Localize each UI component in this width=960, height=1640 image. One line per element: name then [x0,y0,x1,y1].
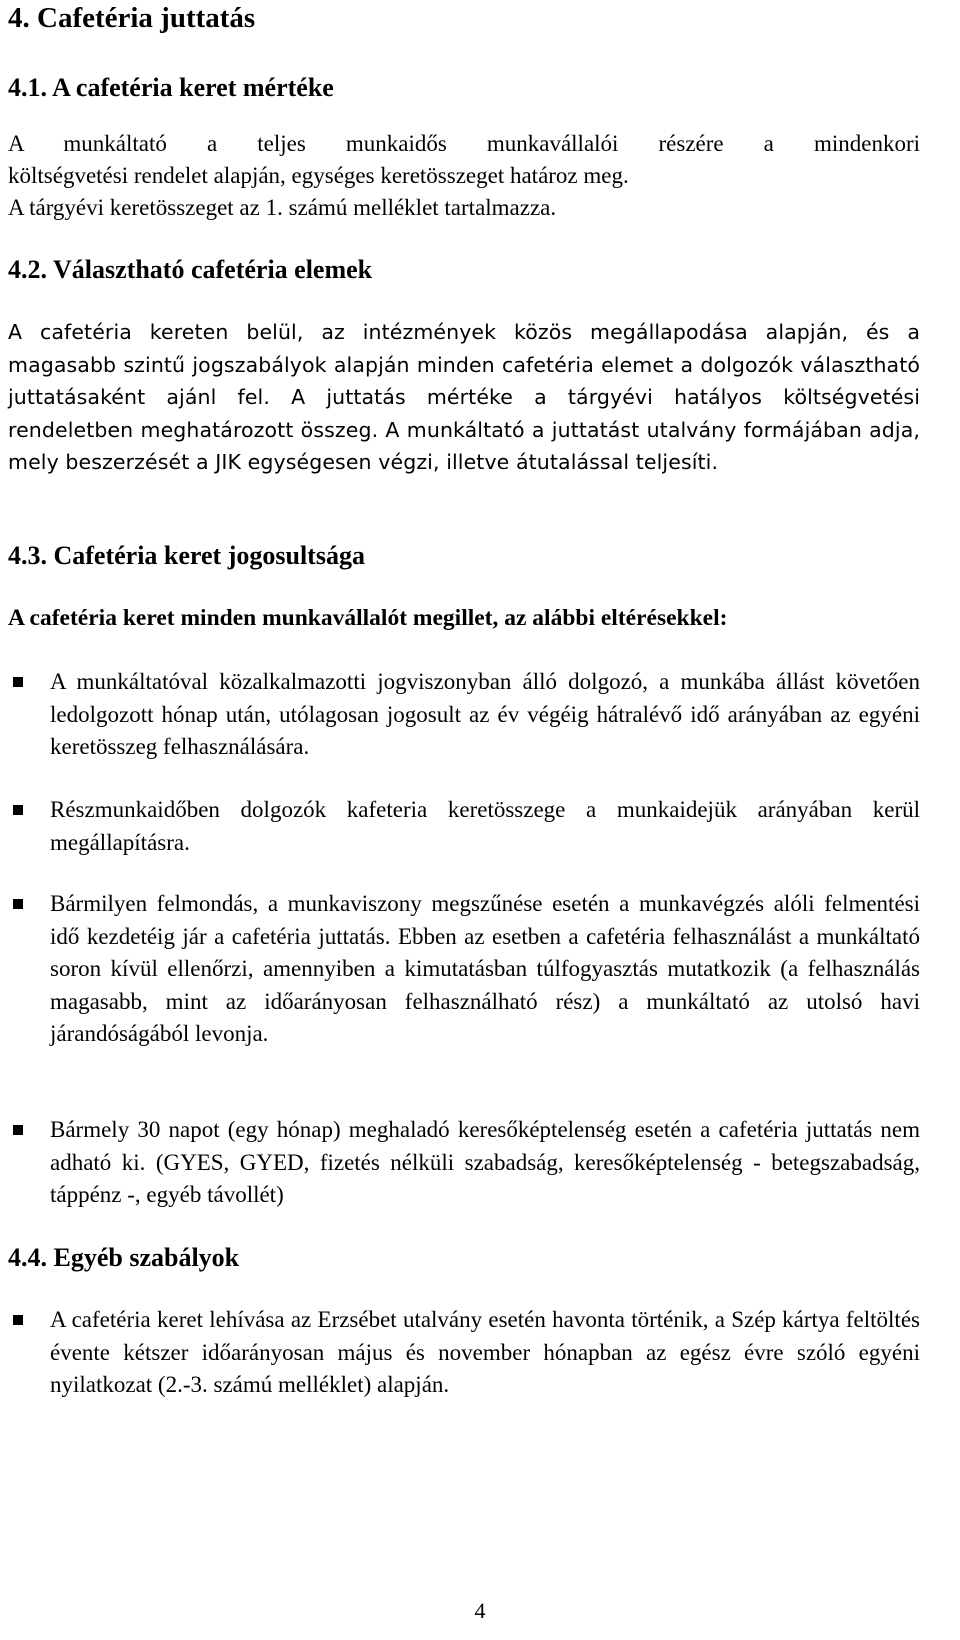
section-4-3-intro: A cafetéria keret minden munkavállalót megillet, az alábbi eltérésekkel: [8,605,728,631]
list-item-text: A cafetéria keret lehívása az Erzsébet utalvány esetén havonta történik, a Szép kártya feltöltés évente kétszer időarányosan május és november hónapban az egész évre szóló egyéni nyilatkozat (2.-3. számú melléklet) alapján. [50,1307,920,1397]
section-title-4-1: 4.1. A cafetéria keret mértéke [8,73,334,102]
square-bullet-icon [13,677,23,687]
square-bullet-icon [13,1125,23,1135]
list-item-text: Bármilyen felmondás, a munkaviszony megszűnése esetén a munkavégzés alóli felmentési idő kezdetéig jár a cafetéria juttatás. Ebben az esetben a cafetéria felhasználást a munkáltató soron kívül ellenőrzi, amennyiben a kimutatásban túlfogyasztás mutatkozik (a felhasználás magasabb, mint az időarányosan felhasználható rész) a munkáltató az utolsó havi járandóságából levonja. [50,891,920,1046]
section-4-1-line-1: A munkáltató a teljes munkaidős munkavállalói részére a mindenkori [8,131,920,156]
square-bullet-icon [13,1315,23,1325]
section-4-1-line-2: költségvetési rendelet alapján, egységes keretösszeget határoz meg. [8,163,629,188]
list-item-text: Részmunkaidőben dolgozók kafeteria keretösszege a munkaidejük arányában kerül megállapításra. [50,797,920,855]
page-number: 4 [474,1598,486,1623]
chapter-title: 4. Cafetéria juttatás [8,2,256,34]
section-title-4-3: 4.3. Cafetéria keret jogosultsága [8,541,365,570]
section-4-1-line-3: A tárgyévi keretösszeget az 1. számú melléklet tartalmazza. [8,195,557,220]
section-4-2-paragraph: A cafetéria kereten belül, az intézmények közös megállapodása alapján, és a magasabb szintű jogszabályok alapján minden cafetéria elemet a dolgozók választható juttatásaként ajánl fel. A juttatás mértéke a tárgyévi hatályos költségvetési rendeletben meghatározott összeg. A munkáltató a juttatást utalvány formájában adja, mely beszerzését a JIK egységesen végzi, illetve átutalással teljesíti. [8,320,920,474]
square-bullet-icon [13,805,23,815]
list-item-text: A munkáltatóval közalkalmazotti jogviszonyban álló dolgozó, a munkába állást követően ledolgozott hónap után, utólagosan jogosult az év végéig hátralévő idő arányában az egyéni keretösszeg felhasználására. [50,669,920,759]
section-title-4-2: 4.2. Választható cafetéria elemek [8,255,373,284]
square-bullet-icon [13,899,23,909]
section-title-4-4: 4.4. Egyéb szabályok [8,1243,240,1272]
list-item-text: Bármely 30 napot (egy hónap) meghaladó keresőképtelenség esetén a cafetéria juttatás nem adható ki. (GYES, GYED, fizetés nélküli szabadság, keresőképtelenség - betegszabadság, táppénz -, egyéb távollét) [50,1117,920,1207]
